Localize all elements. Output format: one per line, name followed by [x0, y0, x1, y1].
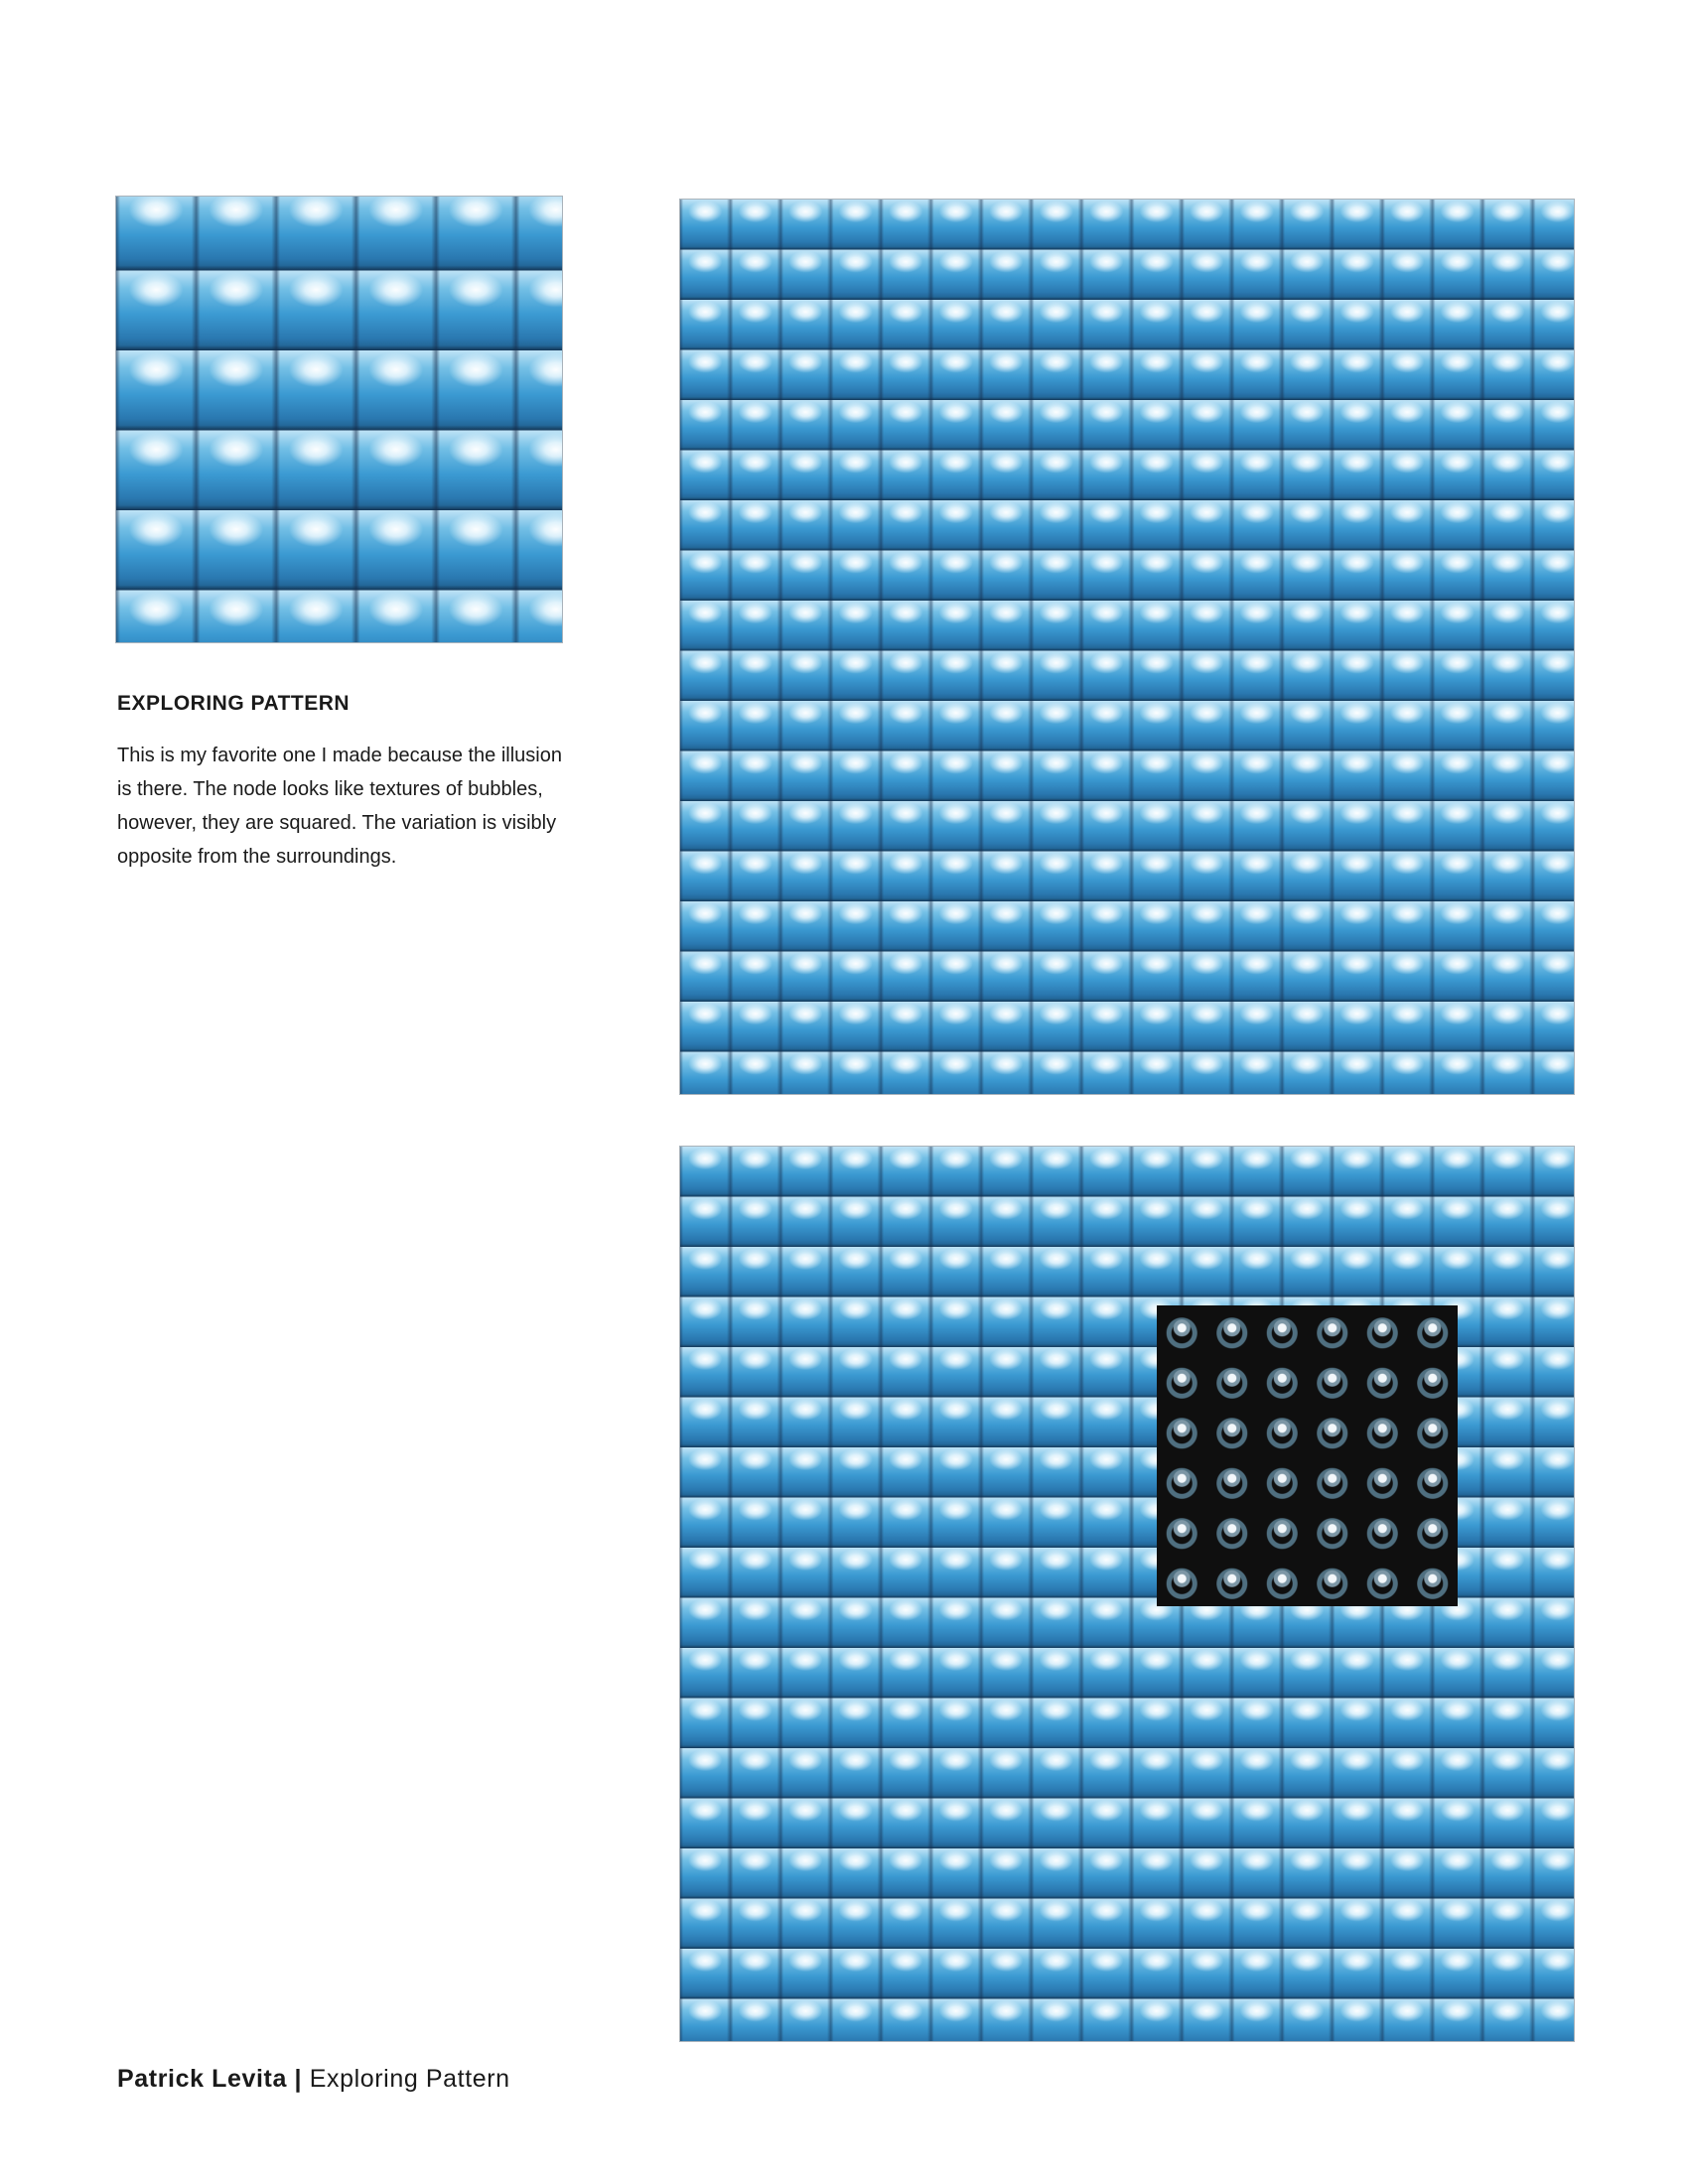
section-heading: EXPLORING PATTERN: [117, 692, 351, 715]
pattern-variation: [679, 1146, 1575, 2042]
footer-separator: |: [294, 2065, 303, 2093]
dark-variation-patch: [1157, 1305, 1458, 1606]
footer-title: Exploring Pattern: [309, 2065, 510, 2093]
section-description: This is my favorite one I made because the illusion is there. The node looks like textures of bubbles, however, they are squared. The variation is visibly opposite from the surroundings.: [117, 745, 562, 868]
page-footer: [117, 2065, 510, 2094]
pattern-repeat-large: [679, 199, 1575, 1095]
pattern-tile-sample: [115, 196, 563, 643]
footer-author: Patrick Levita: [117, 2065, 287, 2093]
